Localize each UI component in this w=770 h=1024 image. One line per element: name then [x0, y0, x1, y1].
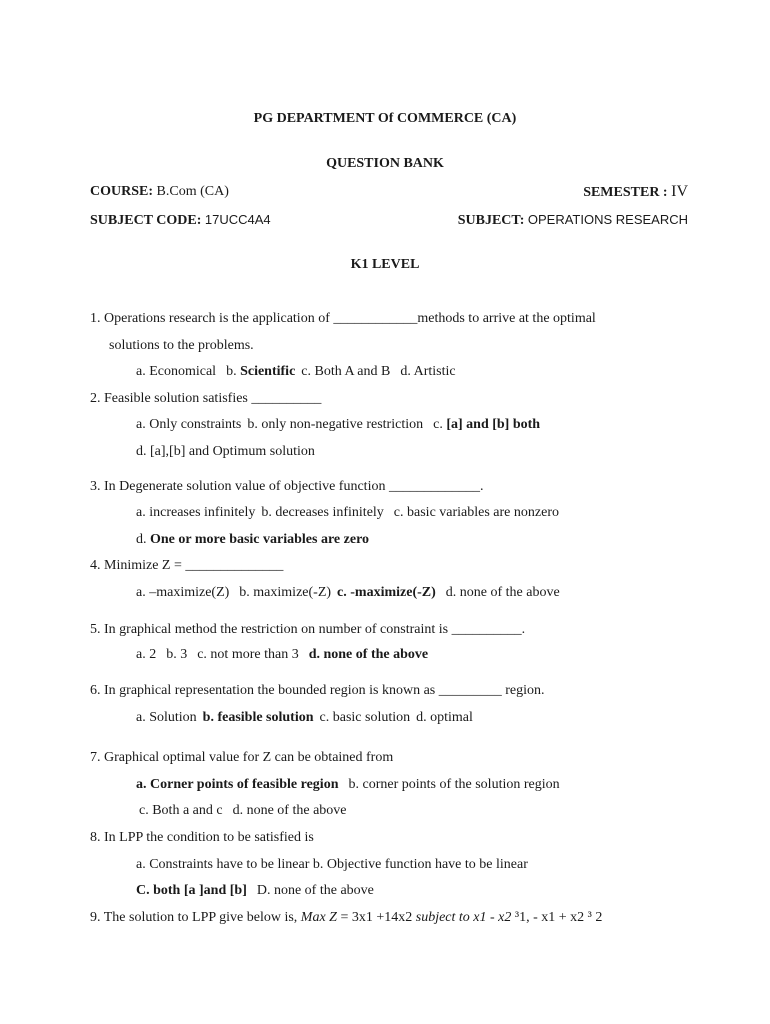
subject-line: SUBJECT: OPERATIONS RESEARCH — [457, 212, 688, 228]
question-3-options: a. increases infinitely b. decreases infinitely c. basic variables are nonzero — [136, 505, 559, 520]
question-5-options: a. 2 b. 3 c. not more than 3 d. none of the above — [136, 647, 429, 662]
question-7: 7. Graphical optimal value for Z can be obtained from — [90, 750, 394, 765]
subject-code-line: SUBJECT CODE: 17UCC4A4 — [90, 212, 271, 228]
question-2-option-d: d. [a],[b] and Optimum solution — [136, 444, 315, 459]
question-8-options: a. Constraints have to be linear b. Objective function have to be linear — [136, 857, 528, 872]
question-6: 6. In graphical representation the bounded region is known as _________ region. — [90, 683, 545, 698]
question-8: 8. In LPP the condition to be satisfied is — [90, 830, 314, 845]
question-1-options: a. Economical b. Scientific c. Both A and B d. Artistic — [136, 364, 456, 379]
course-line: COURSE: B.Com (CA) — [90, 184, 229, 199]
question-1: 1. Operations research is the application of ____________methods to arrive at the optimal — [90, 311, 596, 326]
question-2-options: a. Only constraints b. only non-negative restriction c. [a] and [b] both — [136, 417, 541, 432]
question-1-continued: solutions to the problems. — [109, 338, 254, 353]
question-8-options-2: C. both [a ]and [b] D. none of the above — [136, 883, 374, 898]
question-5: 5. In graphical method the restriction on number of constraint is __________. — [90, 622, 526, 637]
question-3: 3. In Degenerate solution value of objective function _____________. — [90, 479, 484, 494]
question-4: 4. Minimize Z = ______________ — [90, 558, 284, 573]
question-2: 2. Feasible solution satisfies __________ — [90, 391, 322, 406]
semester-line: SEMESTER : IV — [583, 183, 688, 200]
question-4-options: a. –maximize(Z) b. maximize(-Z) c. -maximize(-Z) d. none of the above — [136, 585, 560, 600]
question-bank-title: QUESTION BANK — [326, 156, 444, 171]
question-3-option-d: d. One or more basic variables are zero — [136, 532, 370, 547]
question-7-options-2: c. Both a and c d. none of the above — [139, 803, 347, 818]
question-9: 9. The solution to LPP give below is, Max Z = 3x1 +14x2 subject to x1 - x2 ³1, - x1 + x2 ³ 2 — [90, 910, 603, 925]
question-7-options: a. Corner points of feasible region b. corner points of the solution region — [136, 777, 560, 792]
level-heading: K1 LEVEL — [350, 257, 420, 272]
question-6-options: a. Solution b. feasible solution c. basic solution d. optimal — [136, 710, 473, 725]
department-title: PG DEPARTMENT Of COMMERCE (CA) — [253, 111, 517, 126]
